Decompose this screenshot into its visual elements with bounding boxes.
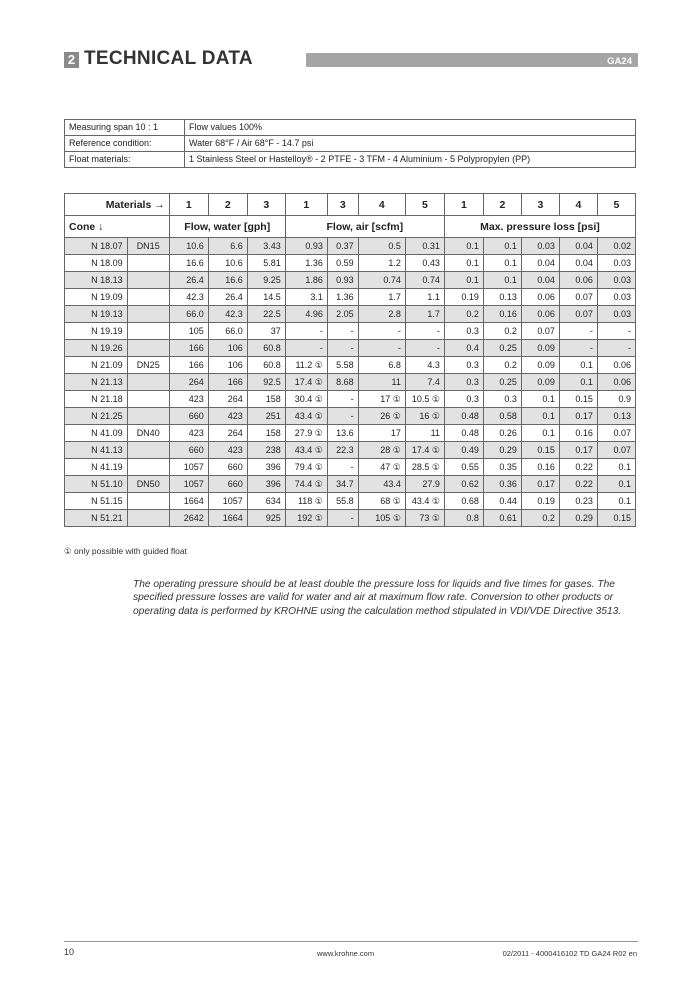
dn-cell [127, 493, 169, 510]
value-cell: 0.25 [483, 340, 521, 357]
value-cell: 0.04 [559, 255, 597, 272]
value-cell: 0.1 [559, 374, 597, 391]
value-cell: 0.2 [483, 357, 521, 374]
section-number: 2 [64, 52, 79, 68]
value-cell: 28 ① [358, 442, 405, 459]
materials-header-row [65, 194, 636, 216]
value-cell: 66.0 [169, 306, 208, 323]
value-cell: 2.8 [358, 306, 405, 323]
value-cell: - [327, 340, 358, 357]
condition-label: Reference condition: [65, 136, 185, 152]
table-row [65, 289, 636, 306]
footnote: ① only possible with guided float [64, 546, 187, 556]
group-air-header: Flow, air [scfm] [285, 216, 444, 238]
value-cell: 634 [247, 493, 285, 510]
cone-cell: N 21.13 [65, 374, 128, 391]
value-cell: 0.13 [483, 289, 521, 306]
value-cell: - [285, 340, 327, 357]
value-cell: 238 [247, 442, 285, 459]
value-cell: 0.04 [521, 255, 559, 272]
dn-cell: DN25 [127, 357, 169, 374]
cone-cell: N 51.15 [65, 493, 128, 510]
value-cell: 73 ① [405, 510, 444, 527]
cone-cell: N 51.10 [65, 476, 128, 493]
value-cell: - [285, 323, 327, 340]
value-cell: 27.9 [405, 476, 444, 493]
value-cell: 660 [169, 442, 208, 459]
page-number: 10 [64, 947, 75, 957]
dn-cell [127, 442, 169, 459]
value-cell: 2.05 [327, 306, 358, 323]
cone-label: Cone ↓ [65, 216, 170, 238]
value-cell: 0.16 [521, 459, 559, 476]
condition-value: Flow values 100% [185, 120, 636, 136]
value-cell: 2642 [169, 510, 208, 527]
footer-docref: 02/2011 - 4000416102 TD GA24 R02 en [502, 949, 637, 958]
condition-row [65, 120, 636, 136]
value-cell: 55.8 [327, 493, 358, 510]
condition-row [65, 152, 636, 168]
value-cell: - [597, 340, 635, 357]
dn-cell [127, 510, 169, 527]
value-cell: 0.3 [444, 374, 483, 391]
dn-cell [127, 323, 169, 340]
dn-cell [127, 306, 169, 323]
value-cell: 0.35 [483, 459, 521, 476]
table-row [65, 255, 636, 272]
value-cell: 0.1 [521, 425, 559, 442]
condition-value: 1 Stainless Steel or Hastelloy® - 2 PTFE - 3 TFM - 4 Aluminium - 5 Polypropylen (PP) [185, 152, 636, 168]
flow-data-table [64, 193, 636, 527]
table-row [65, 306, 636, 323]
value-cell: 396 [247, 476, 285, 493]
value-cell: 30.4 ① [285, 391, 327, 408]
value-cell: 0.1 [483, 255, 521, 272]
value-cell: 0.3 [444, 391, 483, 408]
value-cell: 0.03 [597, 255, 635, 272]
value-cell: 0.09 [521, 340, 559, 357]
material-col: 3 [247, 194, 285, 216]
cone-cell: N 41.19 [65, 459, 128, 476]
value-cell: 10.6 [208, 255, 247, 272]
value-cell: 0.07 [559, 289, 597, 306]
value-cell: 0.04 [559, 238, 597, 255]
value-cell: 11 [405, 425, 444, 442]
value-cell: 43.4 ① [405, 493, 444, 510]
dn-cell [127, 272, 169, 289]
value-cell: 1.1 [405, 289, 444, 306]
value-cell: - [327, 408, 358, 425]
value-cell: - [597, 323, 635, 340]
condition-label: Float materials: [65, 152, 185, 168]
value-cell: 1.2 [358, 255, 405, 272]
value-cell: 0.1 [444, 272, 483, 289]
value-cell: 16.6 [208, 272, 247, 289]
value-cell: 43.4 ① [285, 408, 327, 425]
cone-cell: N 51.21 [65, 510, 128, 527]
value-cell: 0.07 [521, 323, 559, 340]
material-col: 1 [285, 194, 327, 216]
value-cell: 0.03 [597, 306, 635, 323]
table-row [65, 476, 636, 493]
value-cell: 0.48 [444, 425, 483, 442]
notes-paragraph: The operating pressure should be at least double the pressure loss for liquids and five times for gases. The specified pressure losses are valid for water and air at maximum flow rate. Conversion to other products or operating data is performed by KROHNE using the calculation method stipulated in VDI/VDE Directive 3513. [133, 579, 622, 617]
value-cell: 158 [247, 391, 285, 408]
table-row [65, 238, 636, 255]
value-cell: - [327, 459, 358, 476]
value-cell: 0.5 [358, 238, 405, 255]
value-cell: 0.03 [521, 238, 559, 255]
dn-cell [127, 340, 169, 357]
cone-cell: N 18.07 [65, 238, 128, 255]
value-cell: 166 [208, 374, 247, 391]
table-row [65, 323, 636, 340]
value-cell: 0.1 [597, 459, 635, 476]
value-cell: 5.81 [247, 255, 285, 272]
table-row [65, 374, 636, 391]
value-cell: 0.1 [444, 255, 483, 272]
value-cell: - [405, 340, 444, 357]
value-cell: 17.4 ① [405, 442, 444, 459]
value-cell: 423 [169, 425, 208, 442]
dn-cell [127, 255, 169, 272]
value-cell: 0.26 [483, 425, 521, 442]
value-cell: 26 ① [358, 408, 405, 425]
value-cell: 0.37 [327, 238, 358, 255]
conditions-table [64, 119, 636, 168]
value-cell: 423 [208, 442, 247, 459]
value-cell: 1.36 [285, 255, 327, 272]
value-cell: 0.19 [521, 493, 559, 510]
condition-label: Measuring span 10 : 1 [65, 120, 185, 136]
condition-value: Water 68°F / Air 68°F - 14.7 psi [185, 136, 636, 152]
value-cell: 192 ① [285, 510, 327, 527]
value-cell: 0.03 [597, 272, 635, 289]
value-cell: 0.44 [483, 493, 521, 510]
value-cell: 0.09 [521, 357, 559, 374]
table-row [65, 357, 636, 374]
page-title: TECHNICAL DATA [84, 48, 253, 69]
value-cell: 0.3 [444, 323, 483, 340]
dn-cell: DN50 [127, 476, 169, 493]
value-cell: 16.6 [169, 255, 208, 272]
value-cell: 0.58 [483, 408, 521, 425]
value-cell: 1057 [208, 493, 247, 510]
material-col: 4 [358, 194, 405, 216]
table-row [65, 425, 636, 442]
value-cell: 0.8 [444, 510, 483, 527]
table-row [65, 391, 636, 408]
value-cell: 0.3 [483, 391, 521, 408]
value-cell: 22.5 [247, 306, 285, 323]
material-col: 3 [327, 194, 358, 216]
value-cell: 264 [208, 391, 247, 408]
value-cell: 4.96 [285, 306, 327, 323]
material-col: 3 [521, 194, 559, 216]
value-cell: 4.3 [405, 357, 444, 374]
cone-cell: N 19.13 [65, 306, 128, 323]
section-header [64, 48, 638, 69]
value-cell: 0.1 [597, 476, 635, 493]
value-cell: 106 [208, 340, 247, 357]
value-cell: 42.3 [169, 289, 208, 306]
value-cell: 660 [169, 408, 208, 425]
value-cell: - [327, 510, 358, 527]
value-cell: 60.8 [247, 357, 285, 374]
value-cell: 0.25 [483, 374, 521, 391]
value-cell: 0.13 [597, 408, 635, 425]
value-cell: 1.36 [327, 289, 358, 306]
value-cell: 0.4 [444, 340, 483, 357]
header-bar [306, 53, 638, 67]
value-cell: 17 [358, 425, 405, 442]
value-cell: 1.7 [405, 306, 444, 323]
value-cell: 0.49 [444, 442, 483, 459]
value-cell: 251 [247, 408, 285, 425]
group-loss-header: Max. pressure loss [psi] [444, 216, 635, 238]
value-cell: 9.25 [247, 272, 285, 289]
cone-cell: N 19.09 [65, 289, 128, 306]
value-cell: 0.1 [521, 408, 559, 425]
value-cell: 0.29 [483, 442, 521, 459]
value-cell: 1664 [208, 510, 247, 527]
value-cell: 0.1 [521, 391, 559, 408]
material-col: 4 [559, 194, 597, 216]
value-cell: 0.62 [444, 476, 483, 493]
cone-cell: N 19.19 [65, 323, 128, 340]
value-cell: 26.4 [169, 272, 208, 289]
value-cell: 8.68 [327, 374, 358, 391]
table-row [65, 272, 636, 289]
value-cell: 1.7 [358, 289, 405, 306]
value-cell: 1.86 [285, 272, 327, 289]
value-cell: 423 [169, 391, 208, 408]
value-cell: 0.17 [559, 442, 597, 459]
cone-cell: N 18.13 [65, 272, 128, 289]
value-cell: 0.48 [444, 408, 483, 425]
cone-cell: N 41.09 [65, 425, 128, 442]
value-cell: 0.43 [405, 255, 444, 272]
value-cell: 0.17 [559, 408, 597, 425]
value-cell: 0.1 [597, 493, 635, 510]
value-cell: 6.8 [358, 357, 405, 374]
value-cell: 14.5 [247, 289, 285, 306]
value-cell: 1057 [169, 459, 208, 476]
cone-cell: N 21.09 [65, 357, 128, 374]
value-cell: 0.06 [521, 306, 559, 323]
cone-cell: N 19.26 [65, 340, 128, 357]
value-cell: 0.06 [521, 289, 559, 306]
dn-cell [127, 408, 169, 425]
value-cell: 0.06 [597, 374, 635, 391]
value-cell: 92.5 [247, 374, 285, 391]
value-cell: 37 [247, 323, 285, 340]
cone-cell: N 21.18 [65, 391, 128, 408]
dn-cell [127, 374, 169, 391]
value-cell: 0.29 [559, 510, 597, 527]
dn-cell [127, 459, 169, 476]
table-row [65, 510, 636, 527]
value-cell: 10.5 ① [405, 391, 444, 408]
value-cell: 0.2 [444, 306, 483, 323]
value-cell: 0.09 [521, 374, 559, 391]
group-water-header: Flow, water [gph] [169, 216, 285, 238]
product-code: GA24 [607, 56, 632, 67]
value-cell: 0.1 [483, 238, 521, 255]
value-cell: 0.15 [521, 442, 559, 459]
value-cell: - [327, 391, 358, 408]
value-cell: 0.31 [405, 238, 444, 255]
value-cell: 0.59 [327, 255, 358, 272]
value-cell: 0.74 [405, 272, 444, 289]
value-cell: 0.1 [559, 357, 597, 374]
value-cell: 0.68 [444, 493, 483, 510]
value-cell: 5.58 [327, 357, 358, 374]
value-cell: 60.8 [247, 340, 285, 357]
cone-cell: N 18.09 [65, 255, 128, 272]
cone-cell: N 21.25 [65, 408, 128, 425]
value-cell: 264 [169, 374, 208, 391]
value-cell: 17.4 ① [285, 374, 327, 391]
value-cell: 74.4 ① [285, 476, 327, 493]
value-cell: 0.2 [521, 510, 559, 527]
value-cell: - [327, 323, 358, 340]
condition-row [65, 136, 636, 152]
table-row [65, 442, 636, 459]
table-row [65, 493, 636, 510]
value-cell: 0.15 [559, 391, 597, 408]
value-cell: 0.74 [358, 272, 405, 289]
value-cell: 166 [169, 340, 208, 357]
value-cell: 0.3 [444, 357, 483, 374]
value-cell: 106 [208, 357, 247, 374]
value-cell: 0.55 [444, 459, 483, 476]
value-cell: 47 ① [358, 459, 405, 476]
dn-cell [127, 391, 169, 408]
value-cell: 0.22 [559, 459, 597, 476]
value-cell: 0.07 [597, 425, 635, 442]
value-cell: 0.1 [483, 272, 521, 289]
value-cell: 0.02 [597, 238, 635, 255]
value-cell: 0.17 [521, 476, 559, 493]
value-cell: 22.3 [327, 442, 358, 459]
value-cell: 28.5 ① [405, 459, 444, 476]
value-cell: 0.07 [597, 442, 635, 459]
value-cell: 0.07 [559, 306, 597, 323]
value-cell: 0.93 [285, 238, 327, 255]
value-cell: 42.3 [208, 306, 247, 323]
value-cell: 0.19 [444, 289, 483, 306]
dn-cell [127, 289, 169, 306]
value-cell: 105 ① [358, 510, 405, 527]
cone-cell: N 41.13 [65, 442, 128, 459]
value-cell: 166 [169, 357, 208, 374]
footer-url: www.krohne.com [317, 949, 375, 958]
value-cell: 7.4 [405, 374, 444, 391]
dn-cell: DN15 [127, 238, 169, 255]
value-cell: 0.23 [559, 493, 597, 510]
value-cell: 17 ① [358, 391, 405, 408]
group-header-row [65, 216, 636, 238]
value-cell: 423 [208, 408, 247, 425]
footer-rule [64, 941, 638, 942]
value-cell: 0.2 [483, 323, 521, 340]
material-col: 5 [597, 194, 635, 216]
value-cell: 0.1 [444, 238, 483, 255]
value-cell: 0.93 [327, 272, 358, 289]
value-cell: 0.36 [483, 476, 521, 493]
value-cell: 925 [247, 510, 285, 527]
value-cell: 16 ① [405, 408, 444, 425]
value-cell: 0.22 [559, 476, 597, 493]
value-cell: 11 [358, 374, 405, 391]
value-cell: 43.4 [358, 476, 405, 493]
value-cell: 3.43 [247, 238, 285, 255]
material-col: 1 [169, 194, 208, 216]
value-cell: 118 ① [285, 493, 327, 510]
value-cell: 26.4 [208, 289, 247, 306]
value-cell: 6.6 [208, 238, 247, 255]
value-cell: 66.0 [208, 323, 247, 340]
value-cell: 0.9 [597, 391, 635, 408]
value-cell: 43.4 ① [285, 442, 327, 459]
value-cell: 660 [208, 476, 247, 493]
material-col: 2 [483, 194, 521, 216]
value-cell: 0.16 [559, 425, 597, 442]
value-cell: 79.4 ① [285, 459, 327, 476]
value-cell: 660 [208, 459, 247, 476]
value-cell: 0.04 [521, 272, 559, 289]
value-cell: 105 [169, 323, 208, 340]
value-cell: 1057 [169, 476, 208, 493]
value-cell: 13.6 [327, 425, 358, 442]
value-cell: 158 [247, 425, 285, 442]
value-cell: 0.16 [483, 306, 521, 323]
value-cell: 68 ① [358, 493, 405, 510]
value-cell: 0.61 [483, 510, 521, 527]
value-cell: 0.15 [597, 510, 635, 527]
value-cell: - [358, 340, 405, 357]
value-cell: 10.6 [169, 238, 208, 255]
value-cell: 34.7 [327, 476, 358, 493]
value-cell: 3.1 [285, 289, 327, 306]
material-col: 1 [444, 194, 483, 216]
table-row [65, 340, 636, 357]
value-cell: - [358, 323, 405, 340]
materials-label: Materials → [65, 194, 170, 216]
material-col: 2 [208, 194, 247, 216]
value-cell: 0.06 [559, 272, 597, 289]
value-cell: - [405, 323, 444, 340]
value-cell: - [559, 323, 597, 340]
value-cell: 1664 [169, 493, 208, 510]
value-cell: 0.06 [597, 357, 635, 374]
material-col: 5 [405, 194, 444, 216]
dn-cell: DN40 [127, 425, 169, 442]
value-cell: 27.9 ① [285, 425, 327, 442]
value-cell: 396 [247, 459, 285, 476]
value-cell: 0.03 [597, 289, 635, 306]
value-cell: 11.2 ① [285, 357, 327, 374]
value-cell: 264 [208, 425, 247, 442]
table-row [65, 408, 636, 425]
value-cell: - [559, 340, 597, 357]
table-row [65, 459, 636, 476]
